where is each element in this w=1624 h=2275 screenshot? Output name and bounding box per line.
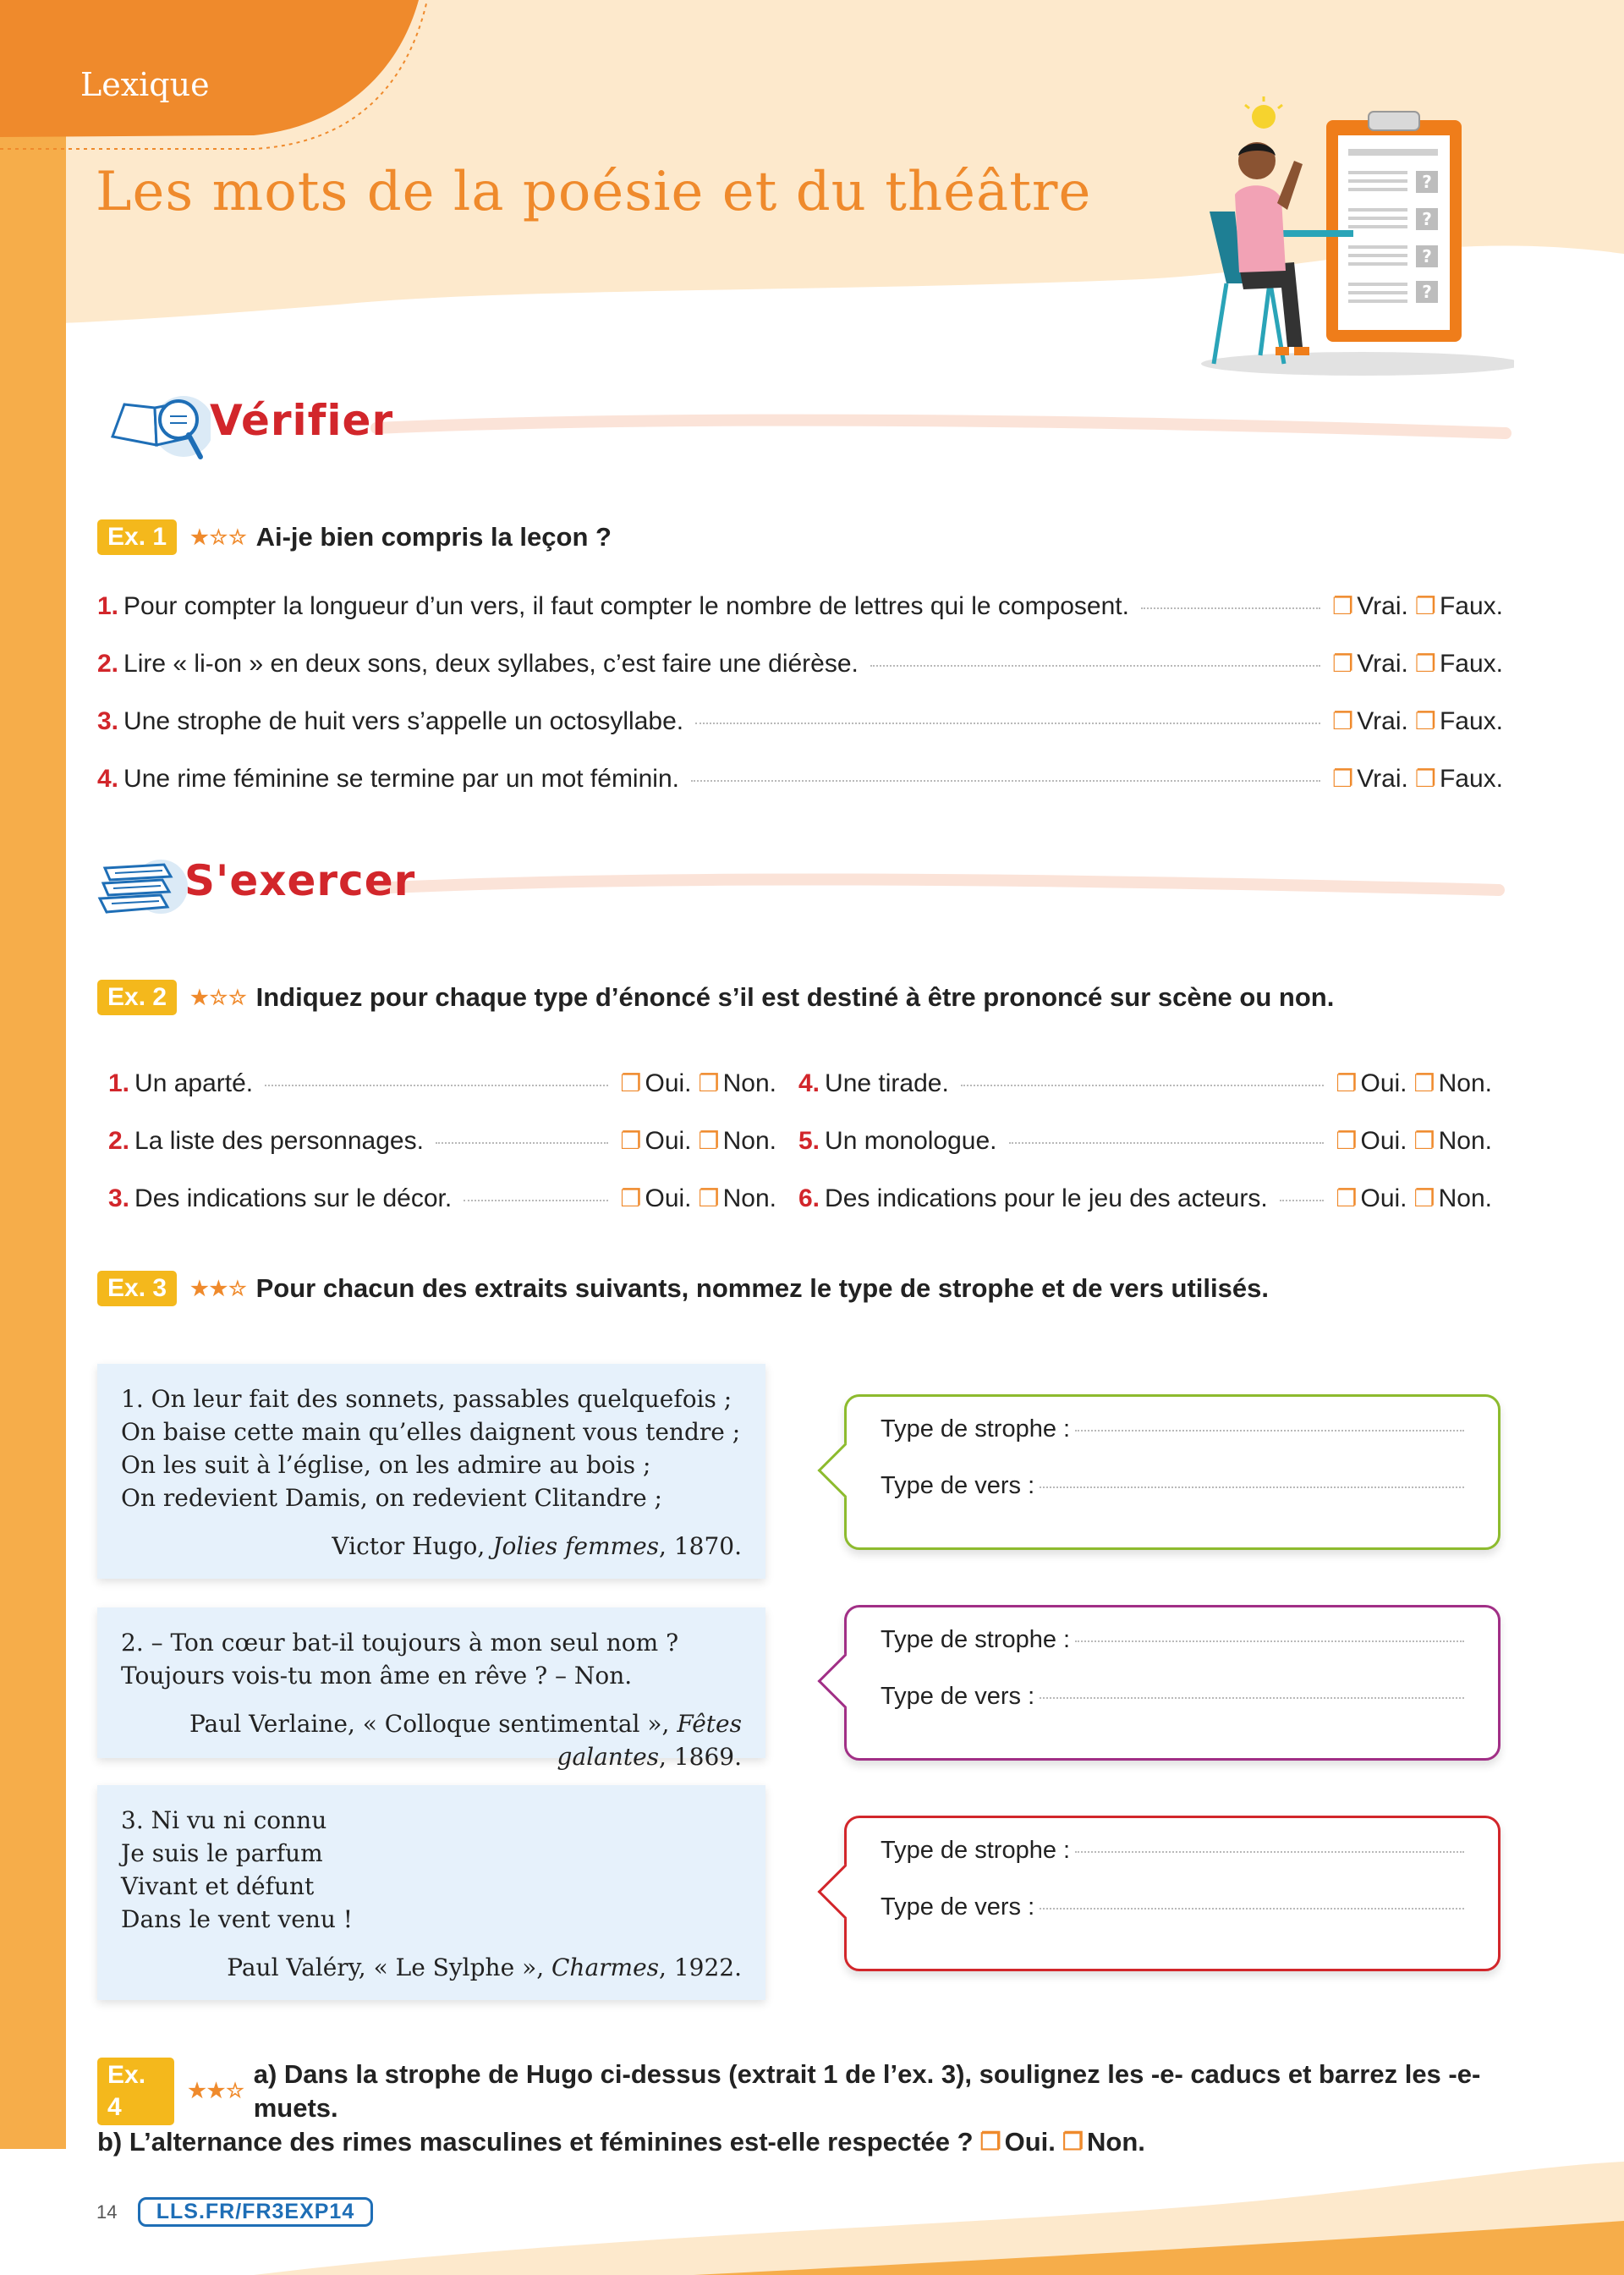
- ex2-item: [798, 1127, 1492, 1156]
- faux-checkbox[interactable]: ❐: [1414, 651, 1436, 677]
- statement-text: Une tirade.: [825, 1069, 949, 1097]
- oui-checkbox[interactable]: ❐: [620, 1070, 642, 1096]
- svg-text:?: ?: [1422, 209, 1432, 229]
- vrai-label: Vrai.: [1357, 707, 1408, 735]
- non-checkbox[interactable]: ❐: [698, 1070, 720, 1096]
- svg-text:?: ?: [1422, 282, 1432, 302]
- vrai-label: Vrai.: [1357, 765, 1408, 793]
- oui-checkbox[interactable]: ❐: [620, 1185, 642, 1212]
- ex4-difficulty-stars: ★★☆: [188, 2080, 245, 2102]
- poem-year: , 1870.: [659, 1532, 742, 1560]
- oui-label: Oui.: [1360, 1127, 1407, 1155]
- dotted-leader: [870, 665, 1320, 667]
- vers-answer-field[interactable]: [1040, 1697, 1464, 1699]
- vrai-checkbox[interactable]: ❐: [1332, 651, 1354, 677]
- faux-label: Faux.: [1439, 650, 1503, 678]
- poem-work: Charmes: [551, 1954, 660, 1981]
- vers-answer-field[interactable]: [1040, 1908, 1464, 1910]
- ex2-item: [108, 1127, 776, 1156]
- statement-text: Lire « li-on » en deux sons, deux syllabes, c’est faire une diérèse.: [123, 650, 859, 678]
- answer-box-3: [844, 1816, 1501, 1971]
- ex4-block: [97, 2058, 1518, 2159]
- dotted-leader: [436, 1142, 608, 1144]
- poem-author: Paul Verlaine, « Colloque sentimental »,: [189, 1710, 678, 1738]
- strophe-line: [881, 1626, 1464, 1683]
- statement-text: Pour compter la longueur d’un vers, il faut compter le nombre de lettres qui le composent.: [123, 592, 1129, 620]
- poem-line: On redevient Damis, on redevient Clitandre ;: [121, 1484, 662, 1512]
- poem-line: Dans le vent venu !: [121, 1905, 354, 1933]
- statement-text: Des indications pour le jeu des acteurs.: [825, 1184, 1268, 1212]
- ex2-badge: Ex. 2: [97, 980, 177, 1015]
- non-label: Non.: [1438, 1069, 1492, 1097]
- oui-label: Oui.: [645, 1069, 692, 1097]
- non-checkbox[interactable]: ❐: [1413, 1185, 1435, 1212]
- ex2-header: [97, 980, 1334, 1015]
- vrai-label: Vrai.: [1357, 650, 1408, 678]
- vers-label: Type de vers :: [881, 1472, 1035, 1499]
- statement-text: Un aparté.: [134, 1069, 254, 1097]
- ex4-non-checkbox[interactable]: ❐: [1062, 2129, 1084, 2155]
- poem-extract-2: [97, 1607, 765, 1771]
- poem-line: Vivant et défunt: [121, 1872, 315, 1900]
- poem-source: [121, 1530, 742, 1563]
- books-icon: [95, 846, 188, 922]
- ex1-item: [97, 707, 1503, 736]
- poem-work: Jolies femmes: [492, 1532, 660, 1560]
- ex4-badge: Ex. 4: [97, 2058, 174, 2125]
- dotted-leader: [464, 1200, 608, 1201]
- oui-label: Oui.: [1360, 1184, 1407, 1212]
- vrai-checkbox[interactable]: ❐: [1332, 593, 1354, 619]
- poem-author: Victor Hugo,: [332, 1532, 493, 1560]
- strophe-answer-field[interactable]: [1075, 1430, 1464, 1431]
- answer-box-2: [844, 1605, 1501, 1761]
- non-label: Non.: [1438, 1184, 1492, 1212]
- strophe-line: [881, 1837, 1464, 1893]
- poem-extract-1: [97, 1364, 765, 1579]
- floor-shadow: [1201, 352, 1514, 376]
- vers-label: Type de vers :: [881, 1893, 1035, 1921]
- oui-label: Oui.: [1360, 1069, 1407, 1097]
- oui-checkbox[interactable]: ❐: [1336, 1185, 1358, 1212]
- svg-text:?: ?: [1422, 172, 1432, 192]
- statement-text: Une strophe de huit vers s’appelle un octosyllabe.: [123, 707, 684, 735]
- ex1-item: [97, 765, 1503, 794]
- ex4-oui-checkbox[interactable]: ❐: [979, 2129, 1001, 2155]
- item-number: 6.: [798, 1184, 820, 1212]
- oui-label: Oui.: [645, 1184, 692, 1212]
- vers-label: Type de vers :: [881, 1683, 1035, 1710]
- clipboard-clip: [1369, 112, 1419, 130]
- vers-answer-field[interactable]: [1040, 1486, 1464, 1488]
- item-number: 5.: [798, 1127, 820, 1155]
- item-number: 4.: [798, 1069, 820, 1097]
- student-clipboard-illustration: [1176, 93, 1514, 381]
- verifier-title: Vérifier: [210, 396, 394, 445]
- dotted-leader: [961, 1085, 1325, 1086]
- oui-checkbox[interactable]: ❐: [1336, 1070, 1358, 1096]
- item-number: 2.: [97, 650, 119, 678]
- dotted-leader: [265, 1085, 608, 1086]
- poem-line: On baise cette main qu’elles daignent vous tendre ;: [121, 1418, 741, 1446]
- poem-year: , 1869.: [659, 1743, 742, 1771]
- statement-text: Des indications sur le décor.: [134, 1184, 453, 1212]
- strophe-label: Type de strophe :: [881, 1626, 1071, 1653]
- section-label: Lexique: [80, 66, 210, 103]
- ex4-question-a: a) Dans la strophe de Hugo ci-dessus (extrait 1 de l’ex. 3), soulignez les -e- caducs et barrez les -e- muets.: [253, 2059, 1481, 2123]
- magnifier-book-icon: [106, 382, 211, 465]
- ex4-question-b: b) L’alternance des rimes masculines et féminines est-elle respectée ?: [97, 2127, 974, 2157]
- dotted-leader: [691, 780, 1320, 782]
- page-title: Les mots de la poésie et du théâtre: [96, 161, 1092, 223]
- faux-checkbox[interactable]: ❐: [1414, 708, 1436, 734]
- item-number: 4.: [97, 765, 119, 793]
- faux-checkbox[interactable]: ❐: [1414, 766, 1436, 792]
- vrai-checkbox[interactable]: ❐: [1332, 708, 1354, 734]
- item-number: 2.: [108, 1127, 130, 1155]
- statement-text: Un monologue.: [825, 1127, 997, 1155]
- poem-work: Fêtes galantes: [557, 1710, 742, 1771]
- poem-line: 2. – Ton cœur bat-il toujours à mon seul nom ?: [121, 1629, 679, 1657]
- strophe-label: Type de strophe :: [881, 1415, 1071, 1442]
- poem-line: Je suis le parfum: [121, 1839, 323, 1867]
- lightbulb-icon: [1252, 105, 1276, 129]
- non-checkbox[interactable]: ❐: [1413, 1128, 1435, 1154]
- faux-checkbox[interactable]: ❐: [1414, 593, 1436, 619]
- poem-source: [121, 1707, 742, 1773]
- poem-line: On les suit à l’église, on les admire au bois ;: [121, 1451, 651, 1479]
- poem-author: Paul Valéry, « Le Sylphe »,: [227, 1954, 551, 1981]
- non-checkbox[interactable]: ❐: [698, 1128, 720, 1154]
- strophe-answer-field[interactable]: [1075, 1640, 1464, 1642]
- ex3-difficulty-stars: ★★☆: [190, 1277, 248, 1300]
- dotted-leader: [1141, 607, 1320, 609]
- dotted-leader: [1280, 1200, 1325, 1201]
- strophe-line: [881, 1415, 1464, 1472]
- dotted-leader: [695, 723, 1320, 724]
- svg-text:?: ?: [1422, 246, 1432, 267]
- student-arm: [1277, 161, 1303, 210]
- vers-line: [881, 1893, 1464, 1950]
- non-label: Non.: [722, 1184, 776, 1212]
- poem-source: [121, 1951, 742, 1984]
- ex1-header: [97, 519, 612, 555]
- poem-year: , 1922.: [659, 1954, 742, 1981]
- ex2-difficulty-stars: ★☆☆: [190, 986, 248, 1009]
- ex3-badge: Ex. 3: [97, 1271, 177, 1306]
- sexercer-title: S'exercer: [184, 856, 416, 905]
- statement-text: Une rime féminine se termine par un mot féminin.: [123, 765, 679, 793]
- item-number: 3.: [108, 1184, 130, 1212]
- page-number: 14: [96, 2201, 118, 2223]
- vrai-checkbox[interactable]: ❐: [1332, 766, 1354, 792]
- ex1-item: [97, 592, 1503, 621]
- ex4-oui-label: Oui.: [1004, 2127, 1056, 2157]
- ex1-item: [97, 650, 1503, 679]
- vrai-label: Vrai.: [1357, 592, 1408, 620]
- ex2-prompt: Indiquez pour chaque type d’énoncé s’il est destiné à être prononcé sur scène ou non.: [255, 982, 1335, 1012]
- student-body: [1235, 185, 1286, 272]
- faux-label: Faux.: [1439, 707, 1503, 735]
- poem-extract-3: [97, 1785, 765, 2000]
- poem-line: 3. Ni vu ni connu: [121, 1806, 327, 1834]
- dotted-leader: [1009, 1142, 1325, 1144]
- ex3-prompt: Pour chacun des extraits suivants, nommez le type de strophe et de vers utilisés.: [255, 1273, 1269, 1303]
- strophe-label: Type de strophe :: [881, 1837, 1071, 1864]
- ex1-prompt: Ai-je bien compris la leçon ?: [255, 522, 612, 552]
- ex2-item: [798, 1184, 1492, 1213]
- poem-line: 1. On leur fait des sonnets, passables quelquefois ;: [121, 1385, 732, 1413]
- item-number: 1.: [108, 1069, 130, 1097]
- ex3-header: [97, 1271, 1269, 1306]
- non-label: Non.: [1438, 1127, 1492, 1155]
- footer-link[interactable]: LLS.FR/FR3EXP14: [138, 2197, 373, 2227]
- oui-checkbox[interactable]: ❐: [620, 1128, 642, 1154]
- statement-text: La liste des personnages.: [134, 1127, 424, 1155]
- strophe-answer-field[interactable]: [1075, 1851, 1464, 1853]
- non-label: Non.: [722, 1069, 776, 1097]
- ex2-item: [108, 1069, 776, 1098]
- vers-line: [881, 1683, 1464, 1739]
- ex4-non-label: Non.: [1087, 2127, 1145, 2157]
- left-orange-stripe: [0, 127, 66, 2149]
- vers-line: [881, 1472, 1464, 1529]
- non-checkbox[interactable]: ❐: [698, 1185, 720, 1212]
- item-number: 3.: [97, 707, 119, 735]
- faux-label: Faux.: [1439, 592, 1503, 620]
- item-number: 1.: [97, 592, 119, 620]
- faux-label: Faux.: [1439, 765, 1503, 793]
- non-label: Non.: [722, 1127, 776, 1155]
- non-checkbox[interactable]: ❐: [1413, 1070, 1435, 1096]
- student-legs: [1239, 262, 1303, 347]
- ex1-badge: Ex. 1: [97, 519, 177, 555]
- poem-line: Toujours vois-tu mon âme en rêve ? – Non.: [121, 1662, 633, 1690]
- ex2-item: [108, 1184, 776, 1213]
- ex1-difficulty-stars: ★☆☆: [190, 525, 248, 549]
- oui-checkbox[interactable]: ❐: [1336, 1128, 1358, 1154]
- answer-box-1: [844, 1394, 1501, 1550]
- oui-label: Oui.: [645, 1127, 692, 1155]
- ex2-item: [798, 1069, 1492, 1098]
